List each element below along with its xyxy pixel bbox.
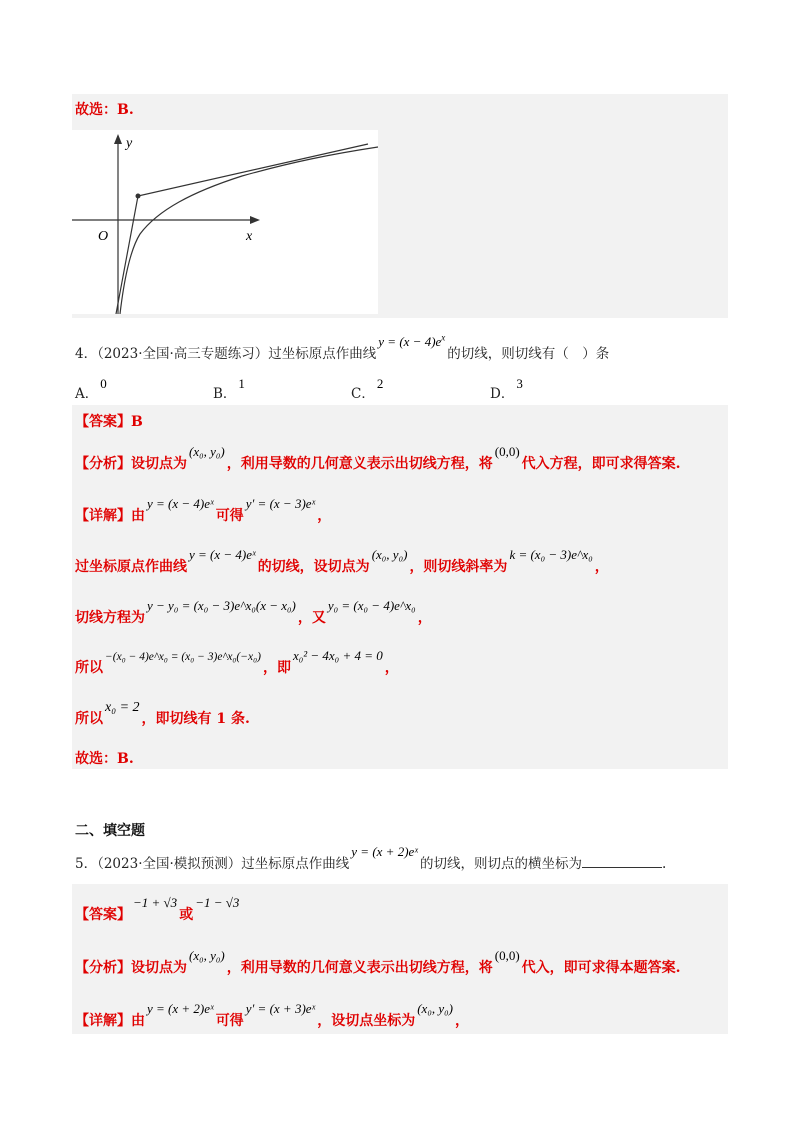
q4-detail-3: 切线方程为y − y₀ = (x₀ − 3)e^x₀(x − x₀)，又y₀ = (x₀ − 4)e^x₀， xyxy=(75,598,432,626)
q3-conclusion: 故选：B. xyxy=(75,102,134,118)
q5-answer-blank[interactable] xyxy=(582,855,662,868)
q4-curve-expr: $y = (x - 4)e^x$ xyxy=(378,332,446,349)
tangent-graph-svg xyxy=(72,130,378,314)
q4-option-a: A．0 xyxy=(75,376,107,402)
tangent-point xyxy=(136,194,141,199)
q4-suffix: 的切线，则切线有（ ）条 xyxy=(447,346,610,362)
q4-detail-1: 【详解】由y = (x − 4)eˣ可得y′ = (x − 3)eˣ， xyxy=(75,496,332,524)
q5-analysis: 【分析】设切点为(x₀, y₀)，利用导数的几何意义表示出切线方程，将(0,0)代入，即可求得本题答案. xyxy=(75,948,681,976)
q4-prefix: 4．（2023·全国·高三专题练习）过坐标原点作曲线 xyxy=(75,346,377,362)
q5-detail: 【详解】由y = (x + 2)eˣ可得y′ = (x + 3)eˣ，设切点坐标为(x₀, y₀)， xyxy=(75,1001,469,1029)
y-axis-label: y xyxy=(126,136,133,151)
q5-answer: 【答案】−1 + √3或−1 − √3 xyxy=(75,895,240,923)
origin-label: O xyxy=(98,229,109,244)
q4-conclusion: 故选：B. xyxy=(75,751,134,767)
q4-option-b: B．1 xyxy=(213,376,245,402)
q4-detail-5: 所以x₀ = 2，即切线有 1 条. xyxy=(75,700,250,727)
q4-detail-2: 过坐标原点作曲线y = (x − 4)eˣ的切线，设切点为(x₀, y₀)，则切线斜率为k = (x₀ − 3)e^x₀， xyxy=(75,547,609,575)
q4-answer: 【答案】B xyxy=(75,414,143,430)
q4-stem xyxy=(75,332,610,362)
q5-stem: 5．（2023·全国·模拟预测）过坐标原点作曲线y = (x + 2)eˣ的切线，则切点的横坐标为 . xyxy=(75,844,667,872)
q4-option-d: D．3 xyxy=(490,376,523,402)
x-axis-label: x xyxy=(246,229,253,244)
q4-analysis: 【分析】设切点为(x₀, y₀)，利用导数的几何意义表示出切线方程，将(0,0)代入方程，即可求得答案. xyxy=(75,444,681,472)
tangent-graph-figure xyxy=(72,130,378,314)
q4-detail-4: 所以$^{-(x_0 - 4)e\^{}x_0 = (x_0 - 3)e\^{}x_0(-x_0)}$，即x₀² − 4x₀ + 4 = 0， xyxy=(75,648,399,676)
q4-option-c: C．2 xyxy=(351,376,384,402)
section-heading-fill-in: 二、填空题 xyxy=(75,823,145,839)
